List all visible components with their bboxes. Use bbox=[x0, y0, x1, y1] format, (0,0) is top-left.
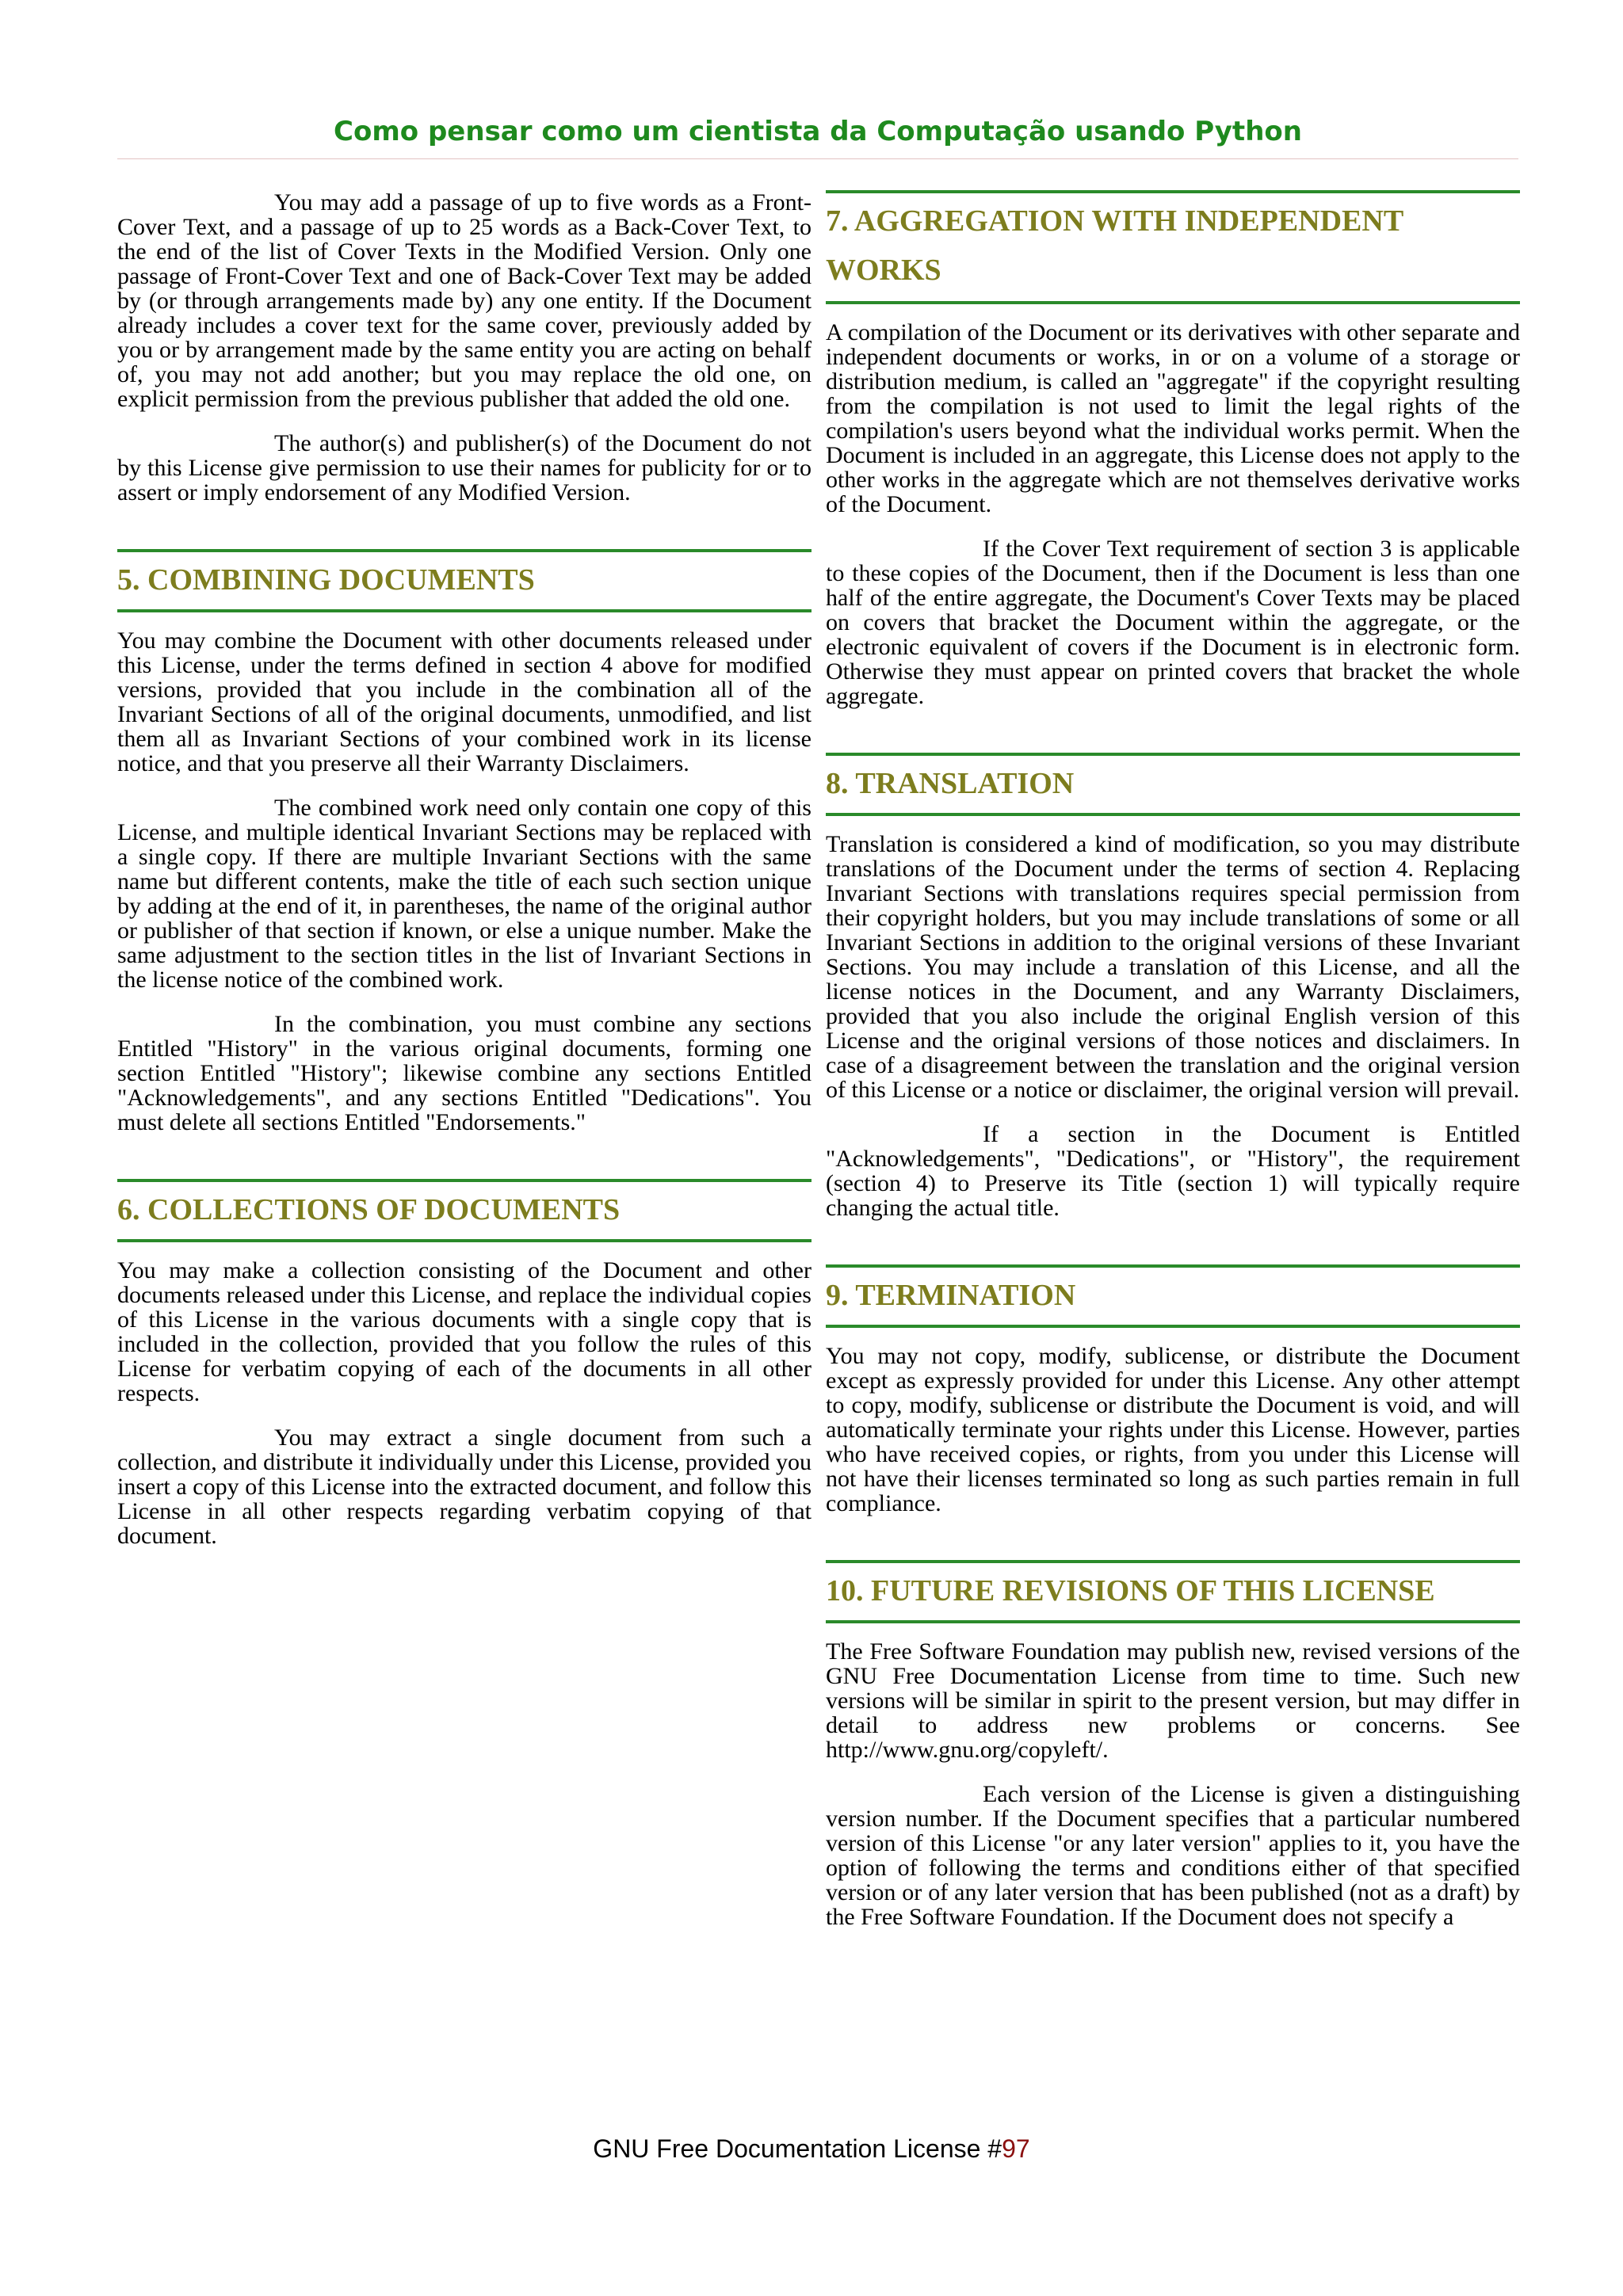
section-10-paragraph-2: Each version of the License is given a distinguishing version number. If the Document specifies that a particular numbered version of this License "or any later version" applies to it, you have the option of following the terms and conditions either of that specified version or of any later version that has been published (not as a draft) by the Free Software Foundation. If the Document does not specify a bbox=[826, 1781, 1520, 1930]
running-header: Como pensar como um cientista da Computação usando Python bbox=[117, 116, 1518, 159]
page-number: 97 bbox=[1002, 2134, 1030, 2163]
section-8-paragraph-2: If a section in the Document is Entitled "Acknowledgements", "Dedications", or "History", the requirement (section 4) to Preserve its Title (section 1) will typically require changing the actual title. bbox=[826, 1121, 1520, 1221]
section-5-title: 5. COMBINING DOCUMENTS bbox=[117, 549, 812, 612]
paragraph-publicity: The author(s) and publisher(s) of the Document do not by this License give permission to use their names for publicity for or to assert or imply endorsement of any Modified Version. bbox=[117, 430, 812, 505]
section-9-title: 9. TERMINATION bbox=[826, 1264, 1520, 1328]
section-6-paragraph-1: You may make a collection consisting of the Document and other documents released under this License, and replace the individual copies of this License in the various documents with a single copy that is included in the collection, provided that you follow the rules of this License for verbatim copying of each of the documents in all other respects. bbox=[117, 1257, 812, 1406]
page-footer bbox=[0, 2134, 1623, 2164]
right-column bbox=[826, 190, 1520, 1949]
section-5-paragraph-2: The combined work need only contain one copy of this License, and multiple identical Invariant Sections may be replaced with a single copy. If there are multiple Invariant Sections with the same name but different contents, make the title of each such section unique by adding at the end of it, in parentheses, the name of the original author or publisher of that section if known, or else a unique number. Make the same adjustment to the section titles in the list of Invariant Sections in the license notice of the combined work. bbox=[117, 795, 812, 993]
section-6-title: 6. COLLECTIONS OF DOCUMENTS bbox=[117, 1179, 812, 1242]
section-5-paragraph-1: You may combine the Document with other documents released under this License, under the terms defined in section 4 above for modified versions, provided that you include in the combination all of the Invariant Sections of all of the original documents, unmodified, and list them all as Invariant Sections of your combined work in its license notice, and that you preserve all their Warranty Disclaimers. bbox=[117, 627, 812, 776]
section-6-paragraph-2: You may extract a single document from such a collection, and distribute it individually under this License, provided you insert a copy of this License into the extracted document, and follow this License in all other respects regarding verbatim copying of that document. bbox=[117, 1425, 812, 1549]
footer-label: GNU Free Documentation License # bbox=[593, 2134, 1002, 2163]
paragraph-cover-text: You may add a passage of up to five words as a Front-Cover Text, and a passage of up to 25 words as a Back-Cover Text, to the end of the list of Cover Texts in the Modified Version. Only one passage of Front-Cover Text and one of Back-Cover Text may be added by (or through arrangements made by) any one entity. If the Document already includes a cover text for the same cover, previously added by you or by arrangement made by the same entity you are acting on behalf of, you may not add another; but you may replace the old one, on explicit permission from the previous publisher that added the old one. bbox=[117, 189, 812, 412]
section-7-paragraph-1: A compilation of the Document or its derivatives with other separate and independent documents or works, in or on a volume of a storage or distribution medium, is called an "aggregate" if the copyright resulting from the compilation is not used to limit the legal rights of the compilation's users beyond what the individual works permit. When the Document is included in an aggregate, this License does not apply to the other works in the aggregate which are not themselves derivative works of the Document. bbox=[826, 319, 1520, 517]
section-5-paragraph-3: In the combination, you must combine any sections Entitled "History" in the various original documents, forming one section Entitled "History"; likewise combine any sections Entitled "Acknowledgements", and any sections Entitled "Dedications". You must delete all sections Entitled "Endorsements." bbox=[117, 1011, 812, 1135]
section-10-paragraph-1: The Free Software Foundation may publish new, revised versions of the GNU Free Documentation License from time to time. Such new versions will be similar in spirit to the present version, but may differ in detail to address new problems or concerns. See http://www.gnu.org/copyleft/. bbox=[826, 1638, 1520, 1763]
section-7-paragraph-2: If the Cover Text requirement of section 3 is applicable to these copies of the Document, then if the Document is less than one half of the entire aggregate, the Document's Cover Texts may be placed on covers that bracket the Document within the aggregate, or the electronic equivalent of covers if the Document is in electronic form. Otherwise they must appear on printed covers that bracket the whole aggregate. bbox=[826, 536, 1520, 709]
section-8-paragraph-1: Translation is considered a kind of modification, so you may distribute translations of the Document under the terms of section 4. Replacing Invariant Sections with translations requires special permission from their copyright holders, but you may include translations of some or all Invariant Sections in addition to the original versions of these Invariant Sections. You may include a translation of this License, and all the license notices in the Document, and any Warranty Disclaimers, provided that you also include the original English version of this License and the original versions of those notices and disclaimers. In case of a disagreement between the translation and the original version of this License or a notice or disclaimer, the original version will prevail. bbox=[826, 831, 1520, 1103]
section-7-title: 7. AGGREGATION WITH INDEPENDENT WORKS bbox=[826, 190, 1520, 304]
section-10-title: 10. FUTURE REVISIONS OF THIS LICENSE bbox=[826, 1560, 1520, 1623]
section-8-title: 8. TRANSLATION bbox=[826, 753, 1520, 816]
left-column bbox=[117, 190, 812, 1568]
section-9-paragraph-1: You may not copy, modify, sublicense, or distribute the Document except as expressly provided for under this License. Any other attempt to copy, modify, sublicense or distribute the Document is void, and will automatically terminate your rights under this License. However, parties who have received copies, or rights, from you under this License will not have their licenses terminated so long as such parties remain in full compliance. bbox=[826, 1343, 1520, 1516]
